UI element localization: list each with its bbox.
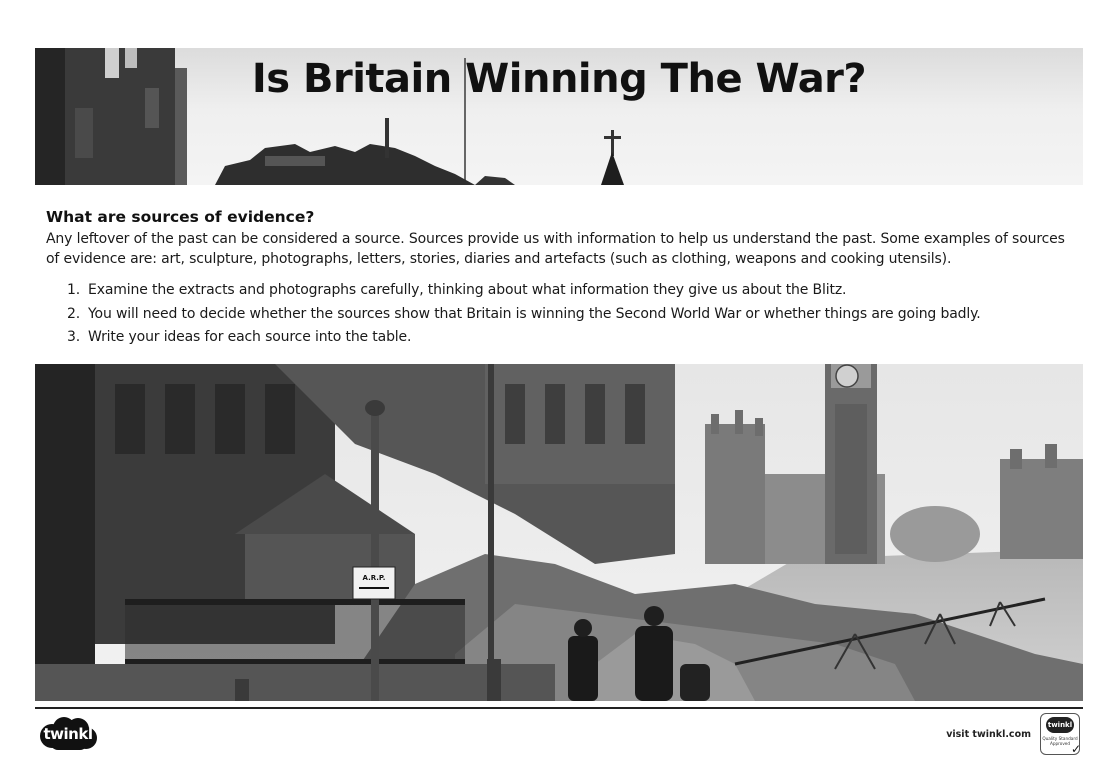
header-banner xyxy=(35,48,1083,185)
list-number: 3. xyxy=(67,329,81,345)
page-title: Is Britain Winning The War? xyxy=(251,56,867,102)
intro-paragraph: Any leftover of the past can be considered a source. Sources provide us with information to help us understand the past. Some examples of sources of evidence are: art, sculpture, photographs, letters, stories, diaries and artefacts (such as clothing, weapons and cooking utensils). xyxy=(46,231,1065,267)
checkmark-icon: ✓ xyxy=(1071,742,1082,756)
footer-rule xyxy=(35,707,1083,709)
list-number: 1. xyxy=(67,282,81,298)
badge-text: Quality Standard Approved xyxy=(1042,736,1078,746)
logo-text: twinkl xyxy=(43,725,93,743)
content-section xyxy=(46,208,1074,350)
list-item xyxy=(46,303,1074,327)
list-number: 2. xyxy=(67,305,81,322)
blitz-photo xyxy=(35,364,1083,701)
blitz-westminster-photo xyxy=(35,364,1083,701)
list-text: Examine the extracts and photographs carefully, thinking about what information they give us about the Blitz. xyxy=(88,282,847,298)
visit-link[interactable]: visit twinkl.com xyxy=(946,729,1031,740)
twinkl-logo[interactable] xyxy=(38,716,98,752)
list-text: You will need to decide whether the sources show that Britain is winning the Second World War or whether things are going badly. xyxy=(88,305,981,322)
list-text: Write your ideas for each source into the table. xyxy=(88,329,412,345)
quality-badge xyxy=(1040,713,1080,755)
section-heading: What are sources of evidence? xyxy=(46,208,315,226)
instruction-list xyxy=(46,279,1074,350)
list-item xyxy=(46,279,1074,303)
list-item xyxy=(46,326,1074,350)
arp-sign-text: A.R.P. xyxy=(362,574,386,582)
badge-logo: twinkl xyxy=(1046,717,1074,733)
